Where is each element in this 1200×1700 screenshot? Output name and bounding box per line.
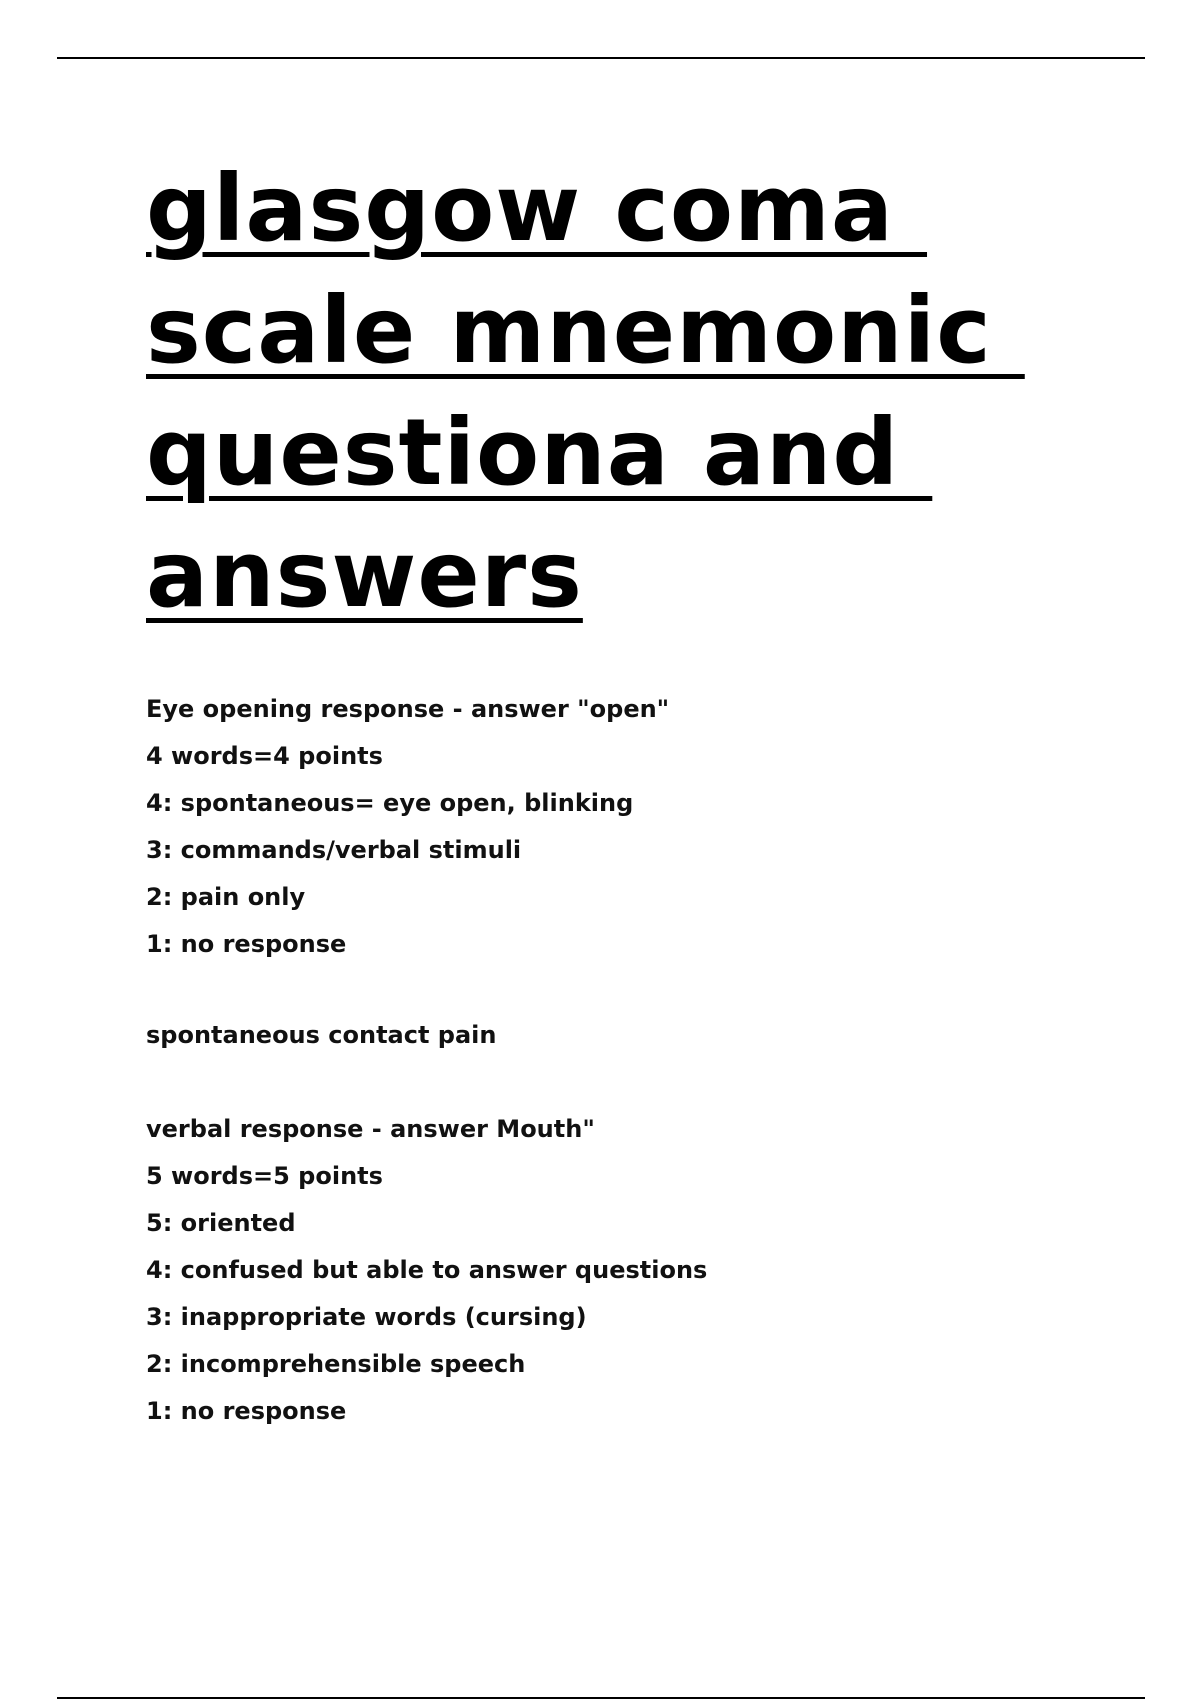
title-line: glasgow coma [146, 155, 928, 262]
eye-opening-section [146, 686, 1146, 968]
contact-section [146, 1012, 1146, 1059]
verbal-section-line: 4: confused but able to answer questions [146, 1256, 708, 1284]
eye-section-line: 2: pain only [146, 883, 306, 911]
eye-section-line: 4 words=4 points [146, 742, 383, 770]
verbal-section-heading: verbal response - answer Mouth" [146, 1115, 595, 1143]
contact-line: spontaneous contact pain [146, 1021, 497, 1049]
title-line: questiona and [146, 399, 933, 506]
eye-section-line: 1: no response [146, 930, 347, 958]
verbal-section-line: 1: no response [146, 1397, 347, 1425]
eye-section-heading: Eye opening response - answer "open" [146, 695, 670, 723]
verbal-response-section [146, 1106, 1146, 1435]
eye-section-line: 3: commands/verbal stimuli [146, 836, 522, 864]
verbal-section-line: 5 words=5 points [146, 1162, 383, 1190]
bottom-rule [57, 1697, 1145, 1699]
title-line: scale mnemonic [146, 277, 1025, 384]
page-title [146, 148, 1126, 636]
verbal-section-line: 3: inappropriate words (cursing) [146, 1303, 587, 1331]
top-rule [57, 57, 1145, 59]
title-line: answers [146, 521, 583, 628]
eye-section-line: 4: spontaneous= eye open, blinking [146, 789, 634, 817]
verbal-section-line: 2: incomprehensible speech [146, 1350, 526, 1378]
verbal-section-line: 5: oriented [146, 1209, 296, 1237]
